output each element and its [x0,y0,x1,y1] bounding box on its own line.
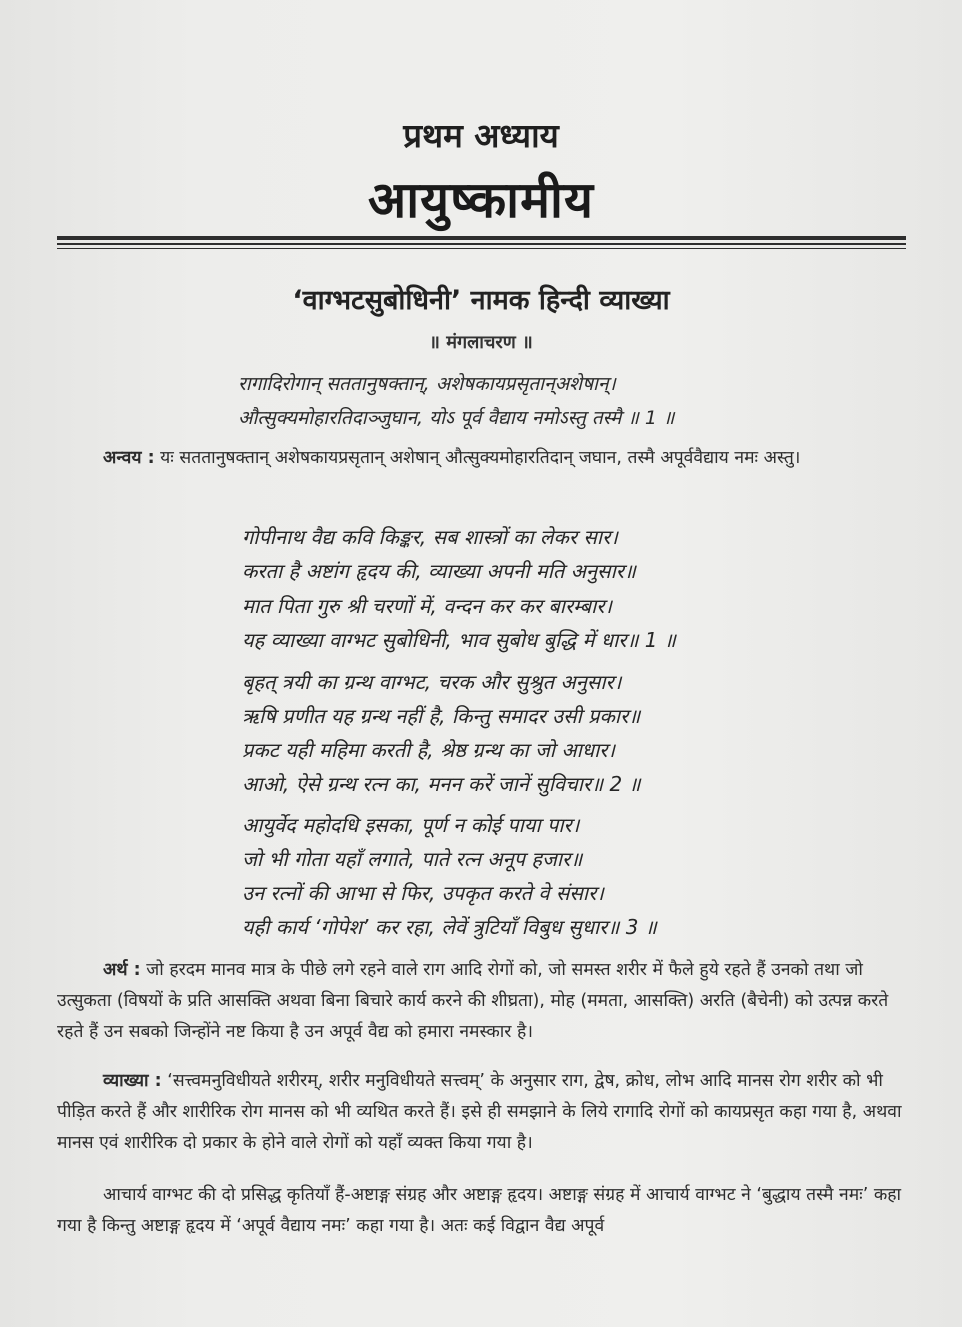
commentary-title: ‘वाग्भटसुबोधिनी’ नामक हिन्दी व्याख्या [292,285,670,316]
verse-line: मात पिता गुरु श्री चरणों में, वन्दन कर कर बारम्बार। [242,594,613,618]
body-paragraph: आचार्य वाग्भट की दो प्रसिद्ध कृतियाँ हैं-अष्टाङ्ग संग्रह और अष्टाङ्ग हृदय। अष्टाङ्ग संग्रह में आचार्य वाग्भट ने ‘बुद्धाय तस्मै नमः’ कहा गया है किन्तु अष्टाङ्ग हृदय में ‘अपूर्व वैद्याय नमः’ कहा गया है। अतः कई विद्वान वैद्य अपूर्व [57,1185,902,1236]
verse-line: प्रकट यही महिमा करती है, श्रेष्ठ ग्रन्थ का जो आधार। [242,738,616,762]
vyakhya-text: ‘सत्त्वमनुविधीयते शरीरम्, शरीर मनुविधीयते सत्त्वम्’ के अनुसार राग, द्वेष, क्रोध, लोभ आदि मानस रोग शरीर को भी पीड़ित करते हैं और शारीरिक रोग मानस को भी व्यथित करते हैं। इसे ही समझाने के लिये रागादि रोगों को कायप्रसृत कहा गया है, अथवा मानस एवं शारीरिक दो प्रकार के होने वाले रोगों को यहाँ व्यक्त किया गया है। [57,1071,902,1153]
chapter-title: आयुष्कामीय [368,171,594,229]
vyakhya-paragraph [57,1066,906,1159]
invocation-heading: ॥ मंगलाचरण ॥ [429,332,533,353]
verse-line: बृहत् त्रयी का ग्रन्थ वाग्भट, चरक और सुश्रुत अनुसार। [242,670,622,694]
verse-line: यह व्याख्या वाग्भट सुबोधिनी, भाव सुबोध बुद्धि में धार॥ 1 ॥ [242,628,676,652]
verse-line: ऋषि प्रणीत यह ग्रन्थ नहीं है, किन्तु समादर उसी प्रकार॥ [242,704,641,728]
title-rule [57,248,906,249]
anvaya-text: यः सततानुषक्तान् अशेषकायप्रसृतान् अशेषान् औत्सुक्यमोहारतिदान् जघान, तस्मै अपूर्ववैद्याय नमः अस्तु। [160,448,801,468]
chapter-number: प्रथम अध्याय [403,116,559,155]
shloka-line: औत्सुक्यमोहारतिदाञ्जुघान, योऽ पूर्व वैद्याय नमोऽस्तु तस्मै ॥ 1 ॥ [238,407,675,429]
verse-line: करता है अष्टांग हृदय की, व्याख्या अपनी मति अनुसार॥ [242,559,636,583]
anvaya-label: अन्वय : [103,448,155,468]
artha-label: अर्थ : [103,960,141,980]
verse-line: गोपीनाथ वैद्य कवि किङ्कर, सब शास्त्रों का लेकर सार। [242,525,618,549]
artha-text: जो हरदम मानव मात्र के पीछे लगे रहने वाले राग आदि रोगों को, जो समस्त शरीर में फैले हुये रहते हैं उनको तथा जो उत्सुकता (विषयों के प्रति आसक्ति अथवा बिना बिचारे कार्य करने की शीघ्रता), मोह (ममता, आसक्ति) अरति (बैचेनी) को उत्पन्न करते रहते हैं उन सबको जिन्होंने नष्ट किया है उन अपूर्व वैद्य को हमारा नमस्कार है। [57,960,889,1042]
title-rule [57,236,906,240]
vyakhya-label: व्याख्या : [103,1071,162,1091]
verse-line: जो भी गोता यहाँ लगाते, पाते रत्न अनूप हजार॥ [242,847,583,871]
artha-paragraph [57,955,906,1048]
anvaya-paragraph [57,443,906,474]
verse-line: यही कार्य ‘गोपेश’ कर रहा, लेवें त्रुटियाँ विबुध सुधार॥ 3 ॥ [242,915,657,939]
verse-line: उन रत्नों की आभा से फिर, उपकृत करते वे संसार। [242,881,604,905]
title-rule [57,243,906,245]
verse-line: आयुर्वेद महोदधि इसका, पूर्ण न कोई पाया पार। [242,813,580,837]
verse-line: आओ, ऐसे ग्रन्थ रत्न का, मनन करें जानें सुविचार॥ 2 ॥ [242,772,641,796]
shloka-line: रागादिरोगान् सततानुषक्तान्, अशेषकायप्रसृतान्अशेषान्। [238,373,616,395]
